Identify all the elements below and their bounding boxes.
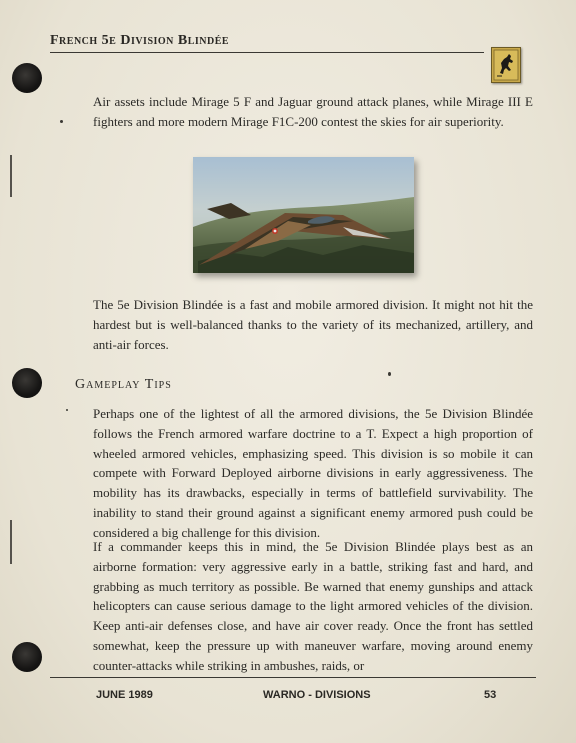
binder-hole-top: [12, 63, 42, 93]
gameplay-tips-heading: Gameplay Tips: [75, 377, 172, 392]
header-divider: [50, 52, 484, 53]
paper-speck: [60, 120, 63, 123]
binder-mark: [10, 520, 12, 564]
intro-paragraph: Air assets include Mirage 5 F and Jaguar ground attack planes, while Mirage III E fighters and more modern Mirage F1C-200 contest the skies for air superiority.: [93, 94, 533, 129]
gameplay-tips-paragraph-2: If a commander keeps this in mind, the 5e Division Blindée plays best as an airborne formation: very aggressive early in a battle, striking fast and hard, and grabbing as much territory as possible. Be warned that enemy gunships and attack helicopters can cause serious damage to the light armored vehicles of the division. Keep anti-air defenses close, and have air cover ready. Once the front has settled somewhat, keep the pressure up with maneuver warfare, moving around enemy counter-attacks while striking in ambushes, raids, or: [93, 539, 533, 673]
binder-hole-bottom: [12, 642, 42, 672]
binder-mark: [10, 155, 12, 197]
page-header-title: French 5e Division Blindée: [50, 33, 230, 48]
prancing-horse-insignia-icon: [491, 47, 521, 83]
gameplay-tips-paragraph-1: Perhaps one of the lightest of all the armored divisions, the 5e Division Blindée follows the French armored warfare doctrine to a T. Expect a high proportion of wheeled armored vehicles, emphasizing speed. This division is so mobile it can compete with Forward Deployed airborne divisions in early aggressiveness. The mobility has its drawbacks, especially in terms of battlefield survivability. The inability to stand their ground against a significant enemy armored push could be considered a big challenge for this division.: [93, 406, 533, 540]
division-summary-paragraph: The 5e Division Blindée is a fast and mobile armored division. It might not hit the hardest but is well-balanced thanks to the variety of its mechanized, artillery, and anti-air forces.: [93, 297, 533, 352]
footer-title: WARNO - DIVISIONS: [263, 689, 371, 701]
paper-speck: [388, 372, 391, 376]
footer-divider: [50, 677, 536, 678]
paper-speck: [66, 409, 68, 411]
mirage-jet-photo: [193, 157, 414, 273]
binder-hole-middle: [12, 368, 42, 398]
footer-date: JUNE 1989: [96, 689, 153, 701]
page-number: 53: [484, 689, 497, 701]
